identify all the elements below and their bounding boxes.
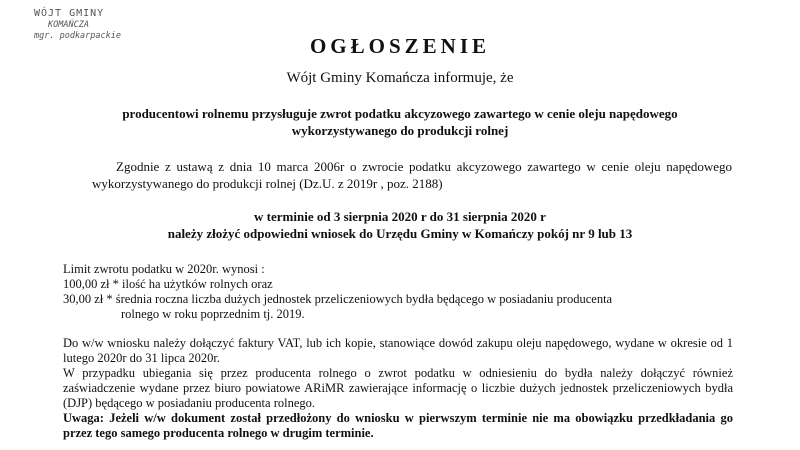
refund-limits: [63, 262, 733, 322]
topic-line-1: producentowi rolnemu przysługuje zwrot podatku akcyzowego zawartego w cenie oleju napędowego: [122, 106, 678, 121]
deadline-line-1: w terminie od 3 sierpnia 2020 r do 31 sierpnia 2020 r: [254, 209, 546, 224]
stamp-line-2: KOMAŃCZA: [48, 20, 89, 30]
topic-line-2: wykorzystywanego do produkcji rolnej: [291, 123, 509, 138]
invoice-paragraph: Do w/w wniosku należy dołączyć faktury VAT, lub ich kopie, stanowiące dowód zakupu oleju napędowego, wydane w okresie od 1 lutego 2020r do 31 lipca 2020r.: [63, 336, 733, 365]
cattle-certificate-paragraph: W przypadku ubiegania się przez producenta rolnego o zwrot podatku w odniesieniu do bydła należy dołączyć również zaświadczenie wydane przez biuro powiatowe ARiMR zawierające informację o liczbie dużych jednostek przeliczeniowych bydła (DJP) będącego w posiadaniu producenta rolnego.: [63, 366, 733, 410]
warning-note: Uwaga: Jeżeli w/w dokument został przedłożony do wniosku w pierwszym terminie nie ma obowiązku przedkładania go przez tego samego producenta rolnego w drugim terminie.: [63, 411, 733, 440]
topic-heading: [60, 105, 740, 139]
stamp-signature: mgr. podkarpackie: [34, 31, 121, 41]
limit-item-hectares: 100,00 zł * ilość ha użytków rolnych oraz: [63, 277, 273, 291]
limit-item-cattle-continued: rolnego w roku poprzednim tj. 2019.: [121, 307, 305, 321]
limit-item-cattle: 30,00 zł * średnia roczna liczba dużych jednostek przeliczeniowych bydła będącego w posiadaniu producenta: [63, 292, 613, 306]
attachments-section: [63, 336, 733, 441]
document-subtitle: Wójt Gminy Komańcza informuje, że: [286, 70, 514, 86]
deadline-notice: [0, 208, 800, 242]
limits-heading: Limit zwrotu podatku w 2020r. wynosi :: [63, 262, 265, 276]
legal-basis-paragraph: Zgodnie z ustawą z dnia 10 marca 2006r o zwrocie podatku akcyzowego zawartego w cenie oleju napędowego wykorzystywanego do produkcji rolnej (Dz.U. z 2019r , poz. 2188): [92, 159, 732, 191]
document-title: OGŁOSZENIE: [309, 34, 491, 58]
deadline-line-2: należy złożyć odpowiedni wniosek do Urzędu Gminy w Komańczy pokój nr 9 lub 13: [167, 226, 633, 241]
stamp-line-1: WÓJT GMINY: [34, 8, 105, 19]
